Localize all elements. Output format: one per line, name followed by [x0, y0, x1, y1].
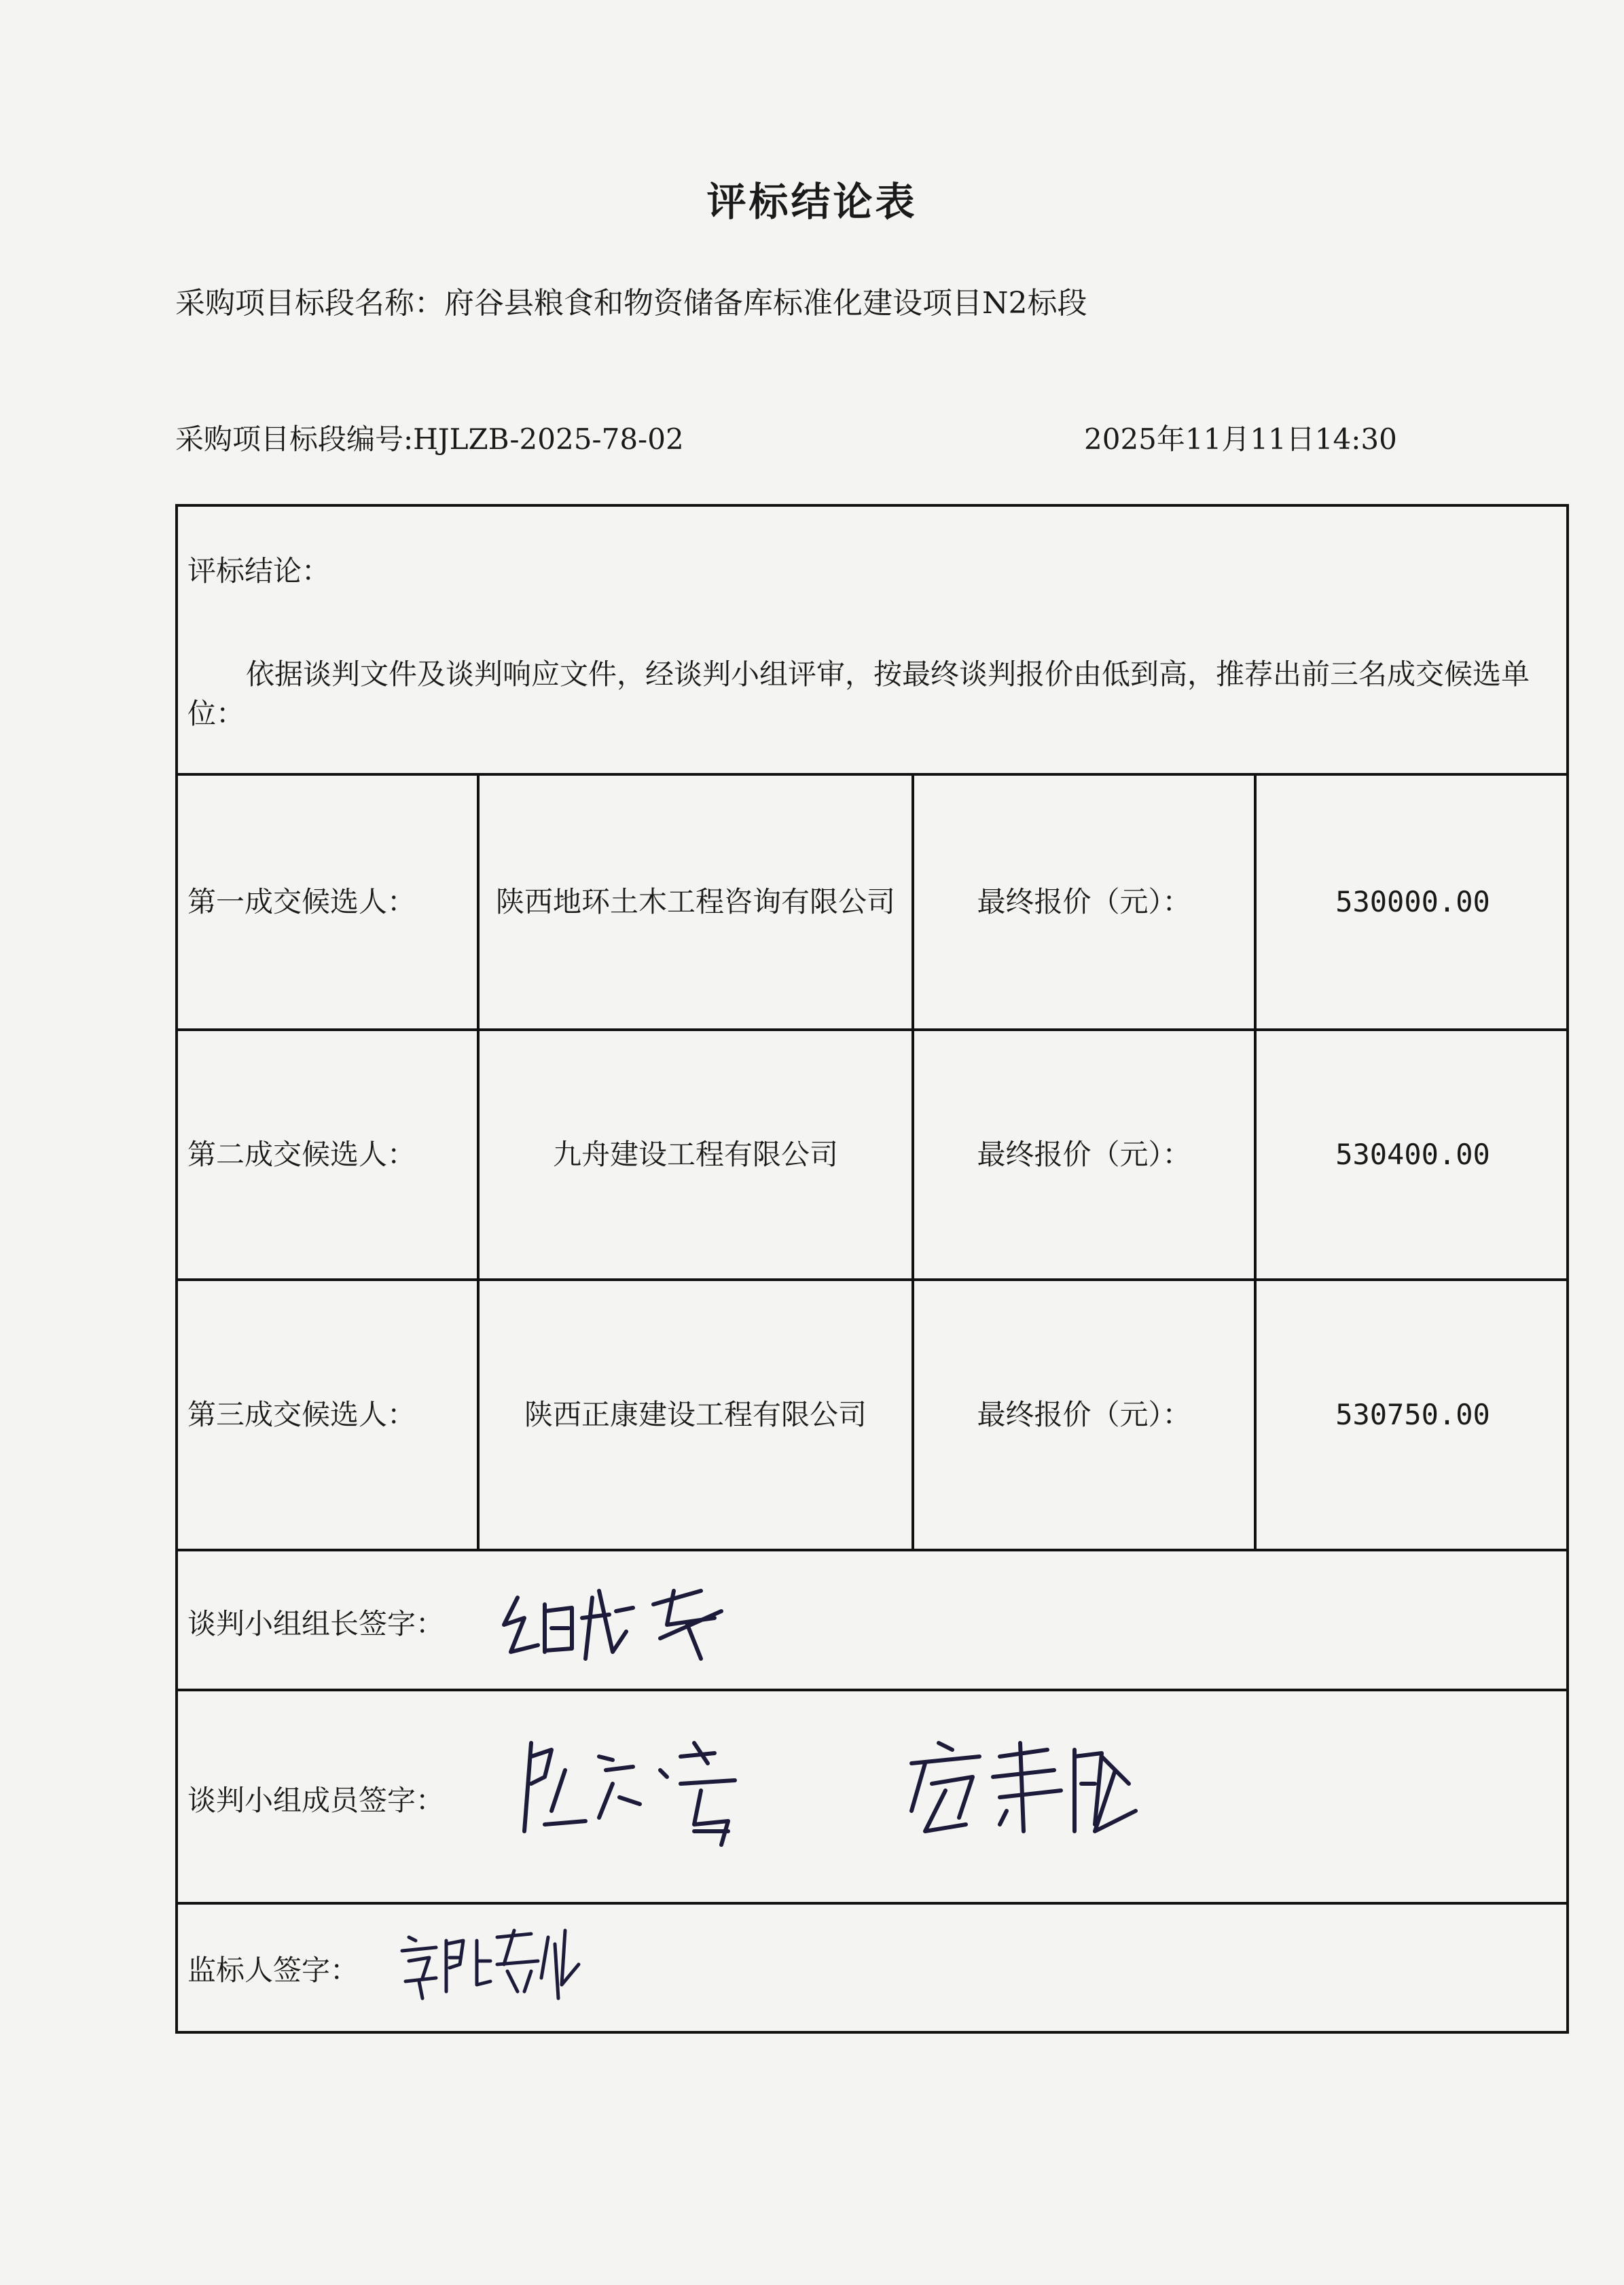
project-code: 采购项目标段编号:HJLZB-2025-78-02: [175, 422, 684, 456]
supervisor-signature-label: 监标人签字：: [187, 1954, 359, 1987]
page-title: 评标结论表: [706, 179, 918, 225]
member-signature: [511, 1729, 769, 1852]
leader-signature: [497, 1570, 755, 1672]
candidate-price: 530750.00: [1335, 1398, 1490, 1431]
conclusion-heading: 评标结论：: [187, 554, 331, 588]
conclusion-table: [175, 504, 1569, 2034]
evaluation-datetime: 2025年11月11日14:30: [1084, 422, 1397, 456]
members-signature-label: 谈判小组成员签字：: [187, 1784, 445, 1817]
price-label: 最终报价（元）：: [977, 1398, 1191, 1431]
candidate-company: 陕西地环土木工程咨询有限公司: [495, 885, 895, 918]
price-label: 最终报价（元）：: [977, 885, 1191, 918]
candidate-rank-label: 第二成交候选人：: [187, 1138, 416, 1171]
member-signature: [898, 1729, 1142, 1852]
conclusion-text: 依据谈判文件及谈判响应文件，经谈判小组评审，按最终谈判报价由低到高，推荐出前三名成交候选单位：: [187, 658, 1530, 730]
candidate-price: 530400.00: [1335, 1138, 1490, 1171]
candidate-price: 530000.00: [1335, 885, 1490, 918]
candidate-rank-label: 第三成交候选人：: [187, 1398, 416, 1431]
leader-signature-label: 谈判小组组长签字：: [187, 1607, 445, 1640]
table-divider: [178, 1689, 1566, 1691]
supervisor-signature: [395, 1924, 599, 2005]
project-name: 采购项目标段名称：府谷县粮食和物资储备库标准化建设项目N2标段: [175, 286, 1087, 321]
candidate-company: 陕西正康建设工程有限公司: [524, 1398, 867, 1431]
candidate-rank-label: 第一成交候选人：: [187, 885, 416, 918]
table-divider: [178, 1902, 1566, 1905]
table-divider: [178, 1549, 1566, 1551]
price-label: 最终报价（元）：: [977, 1138, 1191, 1171]
candidate-company: 九舟建设工程有限公司: [552, 1138, 838, 1171]
